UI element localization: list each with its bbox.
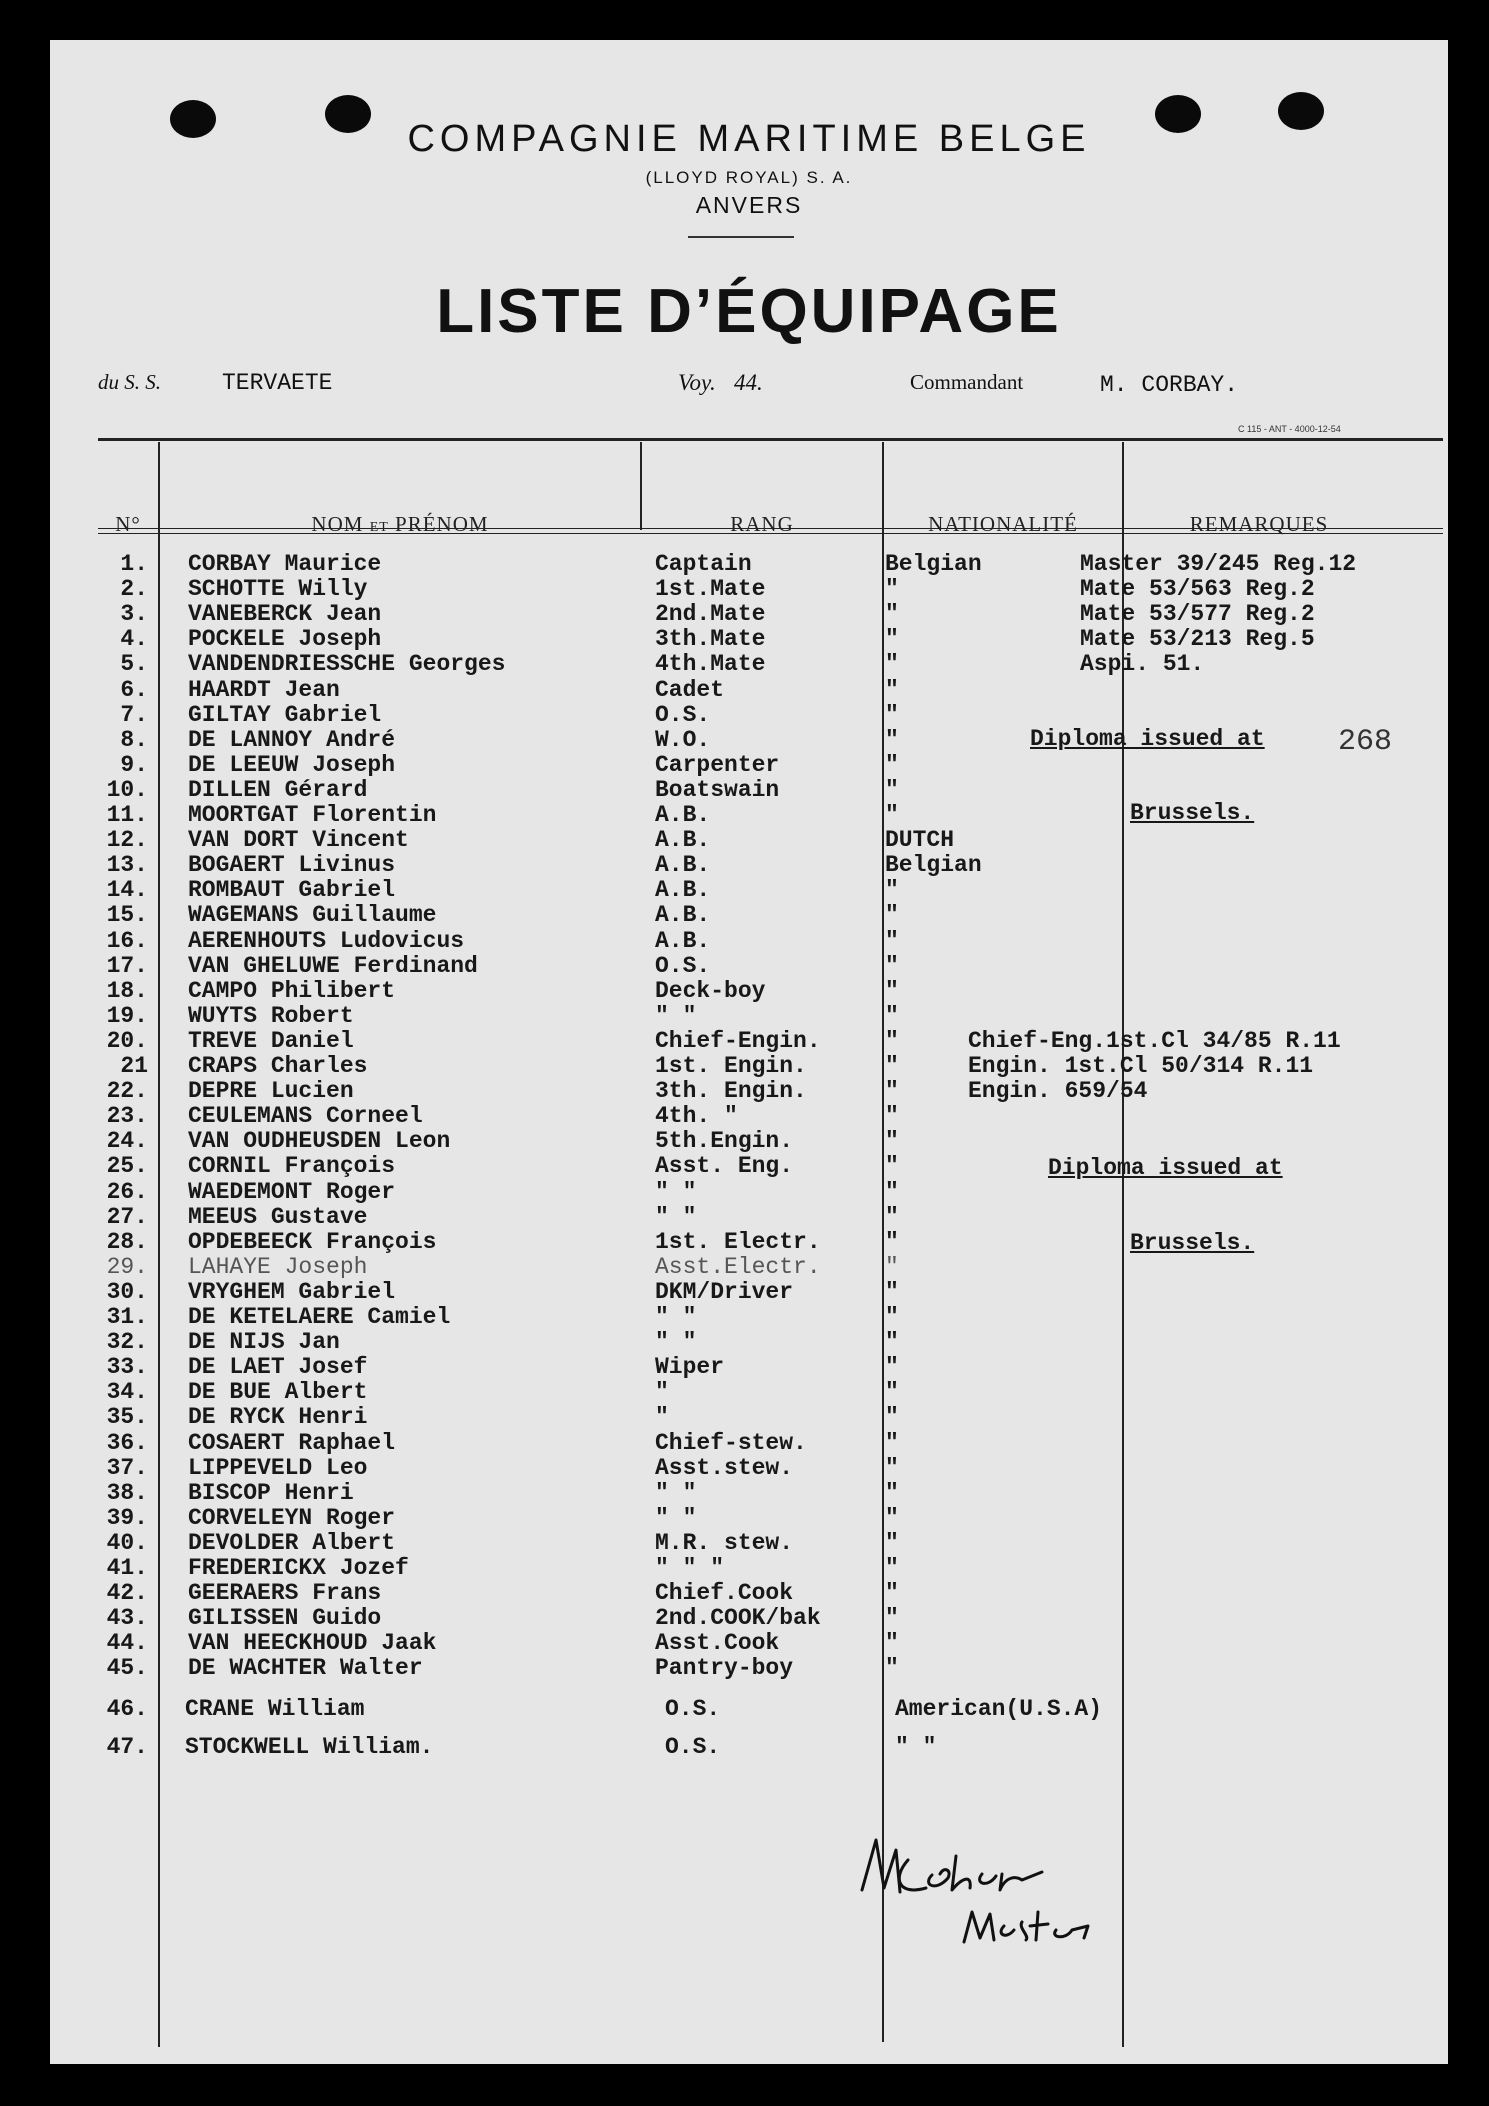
crew-rank: A.B. bbox=[655, 927, 711, 954]
crew-number: 46. bbox=[106, 1696, 148, 1722]
crew-rank: A.B. bbox=[655, 852, 711, 879]
crew-number: 32. bbox=[106, 1329, 148, 1356]
crew-row bbox=[50, 1631, 1448, 1656]
crew-rank: A.B. bbox=[655, 827, 711, 854]
crew-rank: " " bbox=[655, 1329, 697, 1356]
crew-rank: Deck-boy bbox=[655, 977, 766, 1004]
crew-nationality: " bbox=[885, 1479, 899, 1506]
crew-rank: Wiper bbox=[655, 1354, 725, 1381]
crew-row bbox=[50, 1079, 1448, 1104]
crew-rank: 1st. Engin. bbox=[655, 1053, 807, 1079]
crew-rank: O.S. bbox=[665, 1696, 721, 1722]
crew-row bbox=[50, 753, 1448, 778]
crew-row bbox=[50, 1556, 1448, 1581]
crew-rank: 5th.Engin. bbox=[655, 1128, 794, 1155]
crew-nationality: " bbox=[885, 676, 899, 703]
crew-nationality: " bbox=[885, 1580, 899, 1607]
crew-nationality: " bbox=[885, 1203, 899, 1230]
crew-name: CAMPO Philibert bbox=[188, 977, 396, 1004]
header-divider bbox=[688, 236, 794, 238]
crew-name: GEERAERS Frans bbox=[188, 1580, 382, 1607]
crew-row bbox=[50, 1531, 1448, 1556]
crew-number: 40. bbox=[106, 1529, 148, 1556]
crew-number: 3. bbox=[120, 601, 148, 628]
brussels-note: Brussels. bbox=[1130, 1230, 1255, 1256]
crew-row bbox=[50, 678, 1448, 703]
crew-name: AERENHOUTS Ludovicus bbox=[188, 927, 465, 954]
crew-nationality: American(U.S.A) bbox=[895, 1696, 1103, 1722]
crew-nationality: " bbox=[885, 1304, 899, 1330]
crew-number: 2. bbox=[120, 576, 148, 603]
crew-rank: Boatswain bbox=[655, 776, 780, 803]
crew-nationality: " bbox=[885, 1429, 899, 1456]
crew-nationality: " bbox=[885, 601, 899, 628]
crew-name: CRAPS Charles bbox=[188, 1053, 368, 1079]
crew-nationality: " bbox=[885, 1053, 899, 1079]
crew-row bbox=[50, 1481, 1448, 1506]
crew-rank: Carpenter bbox=[655, 751, 780, 778]
crew-number: 17. bbox=[106, 952, 148, 979]
crew-name: COSAERT Raphael bbox=[188, 1429, 396, 1456]
crew-row bbox=[50, 1004, 1448, 1029]
crew-number: 11. bbox=[106, 802, 148, 828]
crew-row bbox=[50, 1054, 1448, 1079]
crew-rank: 3th.Mate bbox=[655, 626, 766, 653]
crew-name: LAHAYE Joseph bbox=[188, 1253, 368, 1280]
crew-name: VAN DORT Vincent bbox=[188, 827, 409, 854]
crew-name: CRANE William bbox=[185, 1696, 365, 1722]
crew-nationality: " bbox=[885, 1153, 899, 1180]
crew-name: DE BUE Albert bbox=[188, 1379, 368, 1406]
crew-number: 35. bbox=[106, 1404, 148, 1431]
document-sheet bbox=[50, 40, 1448, 2064]
voyage-number: 44. bbox=[734, 370, 763, 395]
company-subtitle: (LLOYD ROYAL) S. A. bbox=[645, 168, 853, 187]
crew-nationality: " bbox=[885, 1078, 899, 1105]
crew-number: 15. bbox=[106, 902, 148, 929]
crew-rank: A.B. bbox=[655, 902, 711, 929]
crew-rank: DKM/Driver bbox=[655, 1278, 794, 1305]
crew-number: 37. bbox=[106, 1454, 148, 1481]
crew-remarks: Chief-Eng.1st.Cl 34/85 R.11 bbox=[968, 1027, 1341, 1054]
table-top-rule bbox=[98, 438, 1443, 441]
crew-number: 45. bbox=[106, 1655, 148, 1682]
company-city: ANVERS bbox=[695, 192, 803, 218]
crew-rank: O.S. bbox=[655, 701, 711, 728]
crew-nationality: " bbox=[885, 751, 899, 778]
crew-row bbox=[50, 903, 1448, 928]
crew-nationality: " bbox=[885, 1329, 899, 1356]
crew-row bbox=[50, 1506, 1448, 1531]
crew-remarks: Mate 53/213 Reg.5 bbox=[1080, 626, 1315, 653]
crew-row bbox=[50, 1456, 1448, 1481]
crew-nationality: " bbox=[885, 776, 899, 803]
crew-row bbox=[50, 1606, 1448, 1631]
diploma-note: Diploma issued at bbox=[1030, 726, 1265, 752]
crew-number: 38. bbox=[106, 1479, 148, 1506]
crew-row bbox=[50, 1431, 1448, 1456]
crew-name: BISCOP Henri bbox=[188, 1479, 354, 1506]
crew-row bbox=[50, 979, 1448, 1004]
crew-rank: 1st.Mate bbox=[655, 576, 766, 603]
crew-nationality: " bbox=[885, 1178, 899, 1205]
crew-number: 44. bbox=[106, 1630, 148, 1657]
crew-name: FREDERICKX Jozef bbox=[188, 1555, 409, 1581]
crew-remarks: Engin. 659/54 bbox=[968, 1078, 1148, 1105]
crew-rank: " " bbox=[655, 1504, 697, 1531]
crew-nationality: " bbox=[885, 1128, 899, 1155]
crew-row bbox=[50, 1656, 1448, 1681]
column-header-remarks: REMARQUES bbox=[1189, 512, 1329, 536]
crew-nationality: " bbox=[885, 1605, 899, 1632]
crew-rank: 4th. " bbox=[655, 1103, 738, 1130]
crew-number: 8. bbox=[120, 726, 148, 753]
crew-name: STOCKWELL William. bbox=[185, 1734, 434, 1760]
crew-number: 22. bbox=[106, 1078, 148, 1105]
crew-number: 25. bbox=[106, 1153, 148, 1180]
crew-name: DILLEN Gérard bbox=[188, 776, 368, 803]
crew-name: DE WACHTER Walter bbox=[188, 1655, 423, 1682]
crew-name: CORNIL François bbox=[188, 1153, 396, 1180]
crew-name: DE LANNOY André bbox=[188, 726, 396, 753]
crew-nationality: " bbox=[885, 1027, 899, 1054]
crew-rank: Chief-stew. bbox=[655, 1429, 807, 1456]
ship-name: TERVAETE bbox=[222, 370, 333, 396]
crew-number: 30. bbox=[106, 1278, 148, 1305]
crew-name: OPDEBEECK François bbox=[188, 1228, 437, 1255]
crew-rank: Asst.stew. bbox=[655, 1454, 794, 1481]
crew-rank: " " bbox=[655, 1178, 697, 1205]
crew-nationality: " bbox=[885, 927, 899, 954]
crew-nationality: Belgian bbox=[885, 551, 982, 577]
crew-rank: 1st. Electr. bbox=[655, 1228, 821, 1255]
crew-name: HAARDT Jean bbox=[188, 676, 340, 703]
voyage-label: Voy. bbox=[678, 370, 716, 395]
crew-row bbox=[50, 954, 1448, 979]
crew-number: 33. bbox=[106, 1354, 148, 1381]
crew-nationality: " bbox=[885, 1379, 899, 1406]
crew-name: CEULEMANS Corneel bbox=[188, 1103, 423, 1130]
crew-number: 12. bbox=[106, 827, 148, 854]
column-header-name bbox=[160, 512, 640, 537]
crew-number: 31. bbox=[106, 1304, 148, 1330]
crew-row bbox=[50, 1104, 1448, 1129]
crew-row bbox=[50, 627, 1448, 652]
ship-prefix: du S. S. bbox=[98, 370, 161, 394]
crew-row bbox=[50, 552, 1448, 577]
crew-nationality: " bbox=[885, 726, 899, 753]
crew-number: 1. bbox=[120, 551, 148, 577]
crew-nationality: " bbox=[885, 1103, 899, 1130]
crew-rank: W.O. bbox=[655, 726, 711, 753]
crew-row bbox=[50, 652, 1448, 677]
column-header-rank: RANG bbox=[730, 512, 794, 536]
crew-number: 5. bbox=[120, 651, 148, 678]
crew-name: DE NIJS Jan bbox=[188, 1329, 340, 1356]
crew-rank: Cadet bbox=[655, 676, 725, 703]
crew-rank: 2nd.COOK/bak bbox=[655, 1605, 821, 1632]
crew-number: 34. bbox=[106, 1379, 148, 1406]
crew-rank: " bbox=[655, 1379, 669, 1406]
crew-number: 9. bbox=[120, 751, 148, 778]
crew-nationality: " bbox=[885, 1655, 899, 1682]
crew-nationality: " bbox=[885, 877, 899, 904]
crew-number: 43. bbox=[106, 1605, 148, 1632]
crew-number: 39. bbox=[106, 1504, 148, 1531]
crew-name: WAEDEMONT Roger bbox=[188, 1178, 396, 1205]
crew-row bbox=[50, 1205, 1448, 1230]
crew-nationality: " bbox=[885, 952, 899, 979]
crew-rank: Pantry-boy bbox=[655, 1655, 794, 1682]
crew-nationality: " bbox=[885, 1555, 899, 1581]
crew-row bbox=[50, 1129, 1448, 1154]
crew-name: VRYGHEM Gabriel bbox=[188, 1278, 396, 1305]
crew-name: VAN HEECKHOUD Jaak bbox=[188, 1630, 437, 1657]
crew-number: 42. bbox=[106, 1580, 148, 1607]
crew-row bbox=[50, 577, 1448, 602]
crew-name: MEEUS Gustave bbox=[188, 1203, 368, 1230]
crew-row bbox=[50, 1697, 1448, 1722]
crew-nationality: " bbox=[885, 1504, 899, 1531]
crew-remarks: Engin. 1st.Cl 50/314 R.11 bbox=[968, 1053, 1314, 1079]
crew-name: CORVELEYN Roger bbox=[188, 1504, 396, 1531]
crew-name: VAN OUDHEUSDEN Leon bbox=[188, 1128, 451, 1155]
crew-rank: " " bbox=[655, 1002, 697, 1029]
crew-name: TREVE Daniel bbox=[188, 1027, 354, 1054]
crew-name: WUYTS Robert bbox=[188, 1002, 354, 1029]
crew-rank: " " " bbox=[655, 1555, 725, 1581]
crew-row bbox=[50, 1405, 1448, 1430]
crew-number: 29. bbox=[106, 1253, 148, 1280]
crew-rank: M.R. stew. bbox=[655, 1529, 794, 1556]
diploma-note: Diploma issued at bbox=[1048, 1155, 1283, 1181]
crew-rank: O.S. bbox=[655, 952, 711, 979]
company-name: COMPAGNIE MARITIME BELGE bbox=[407, 118, 1091, 160]
crew-nationality: DUTCH bbox=[885, 827, 955, 854]
crew-name: DE KETELAERE Camiel bbox=[188, 1304, 451, 1330]
crew-row bbox=[50, 1255, 1448, 1280]
crew-nationality: " bbox=[885, 902, 899, 929]
crew-row bbox=[50, 878, 1448, 903]
crew-number: 16. bbox=[106, 927, 148, 954]
crew-rank: " " bbox=[655, 1304, 697, 1330]
crew-number: 10. bbox=[106, 776, 148, 803]
crew-row bbox=[50, 602, 1448, 627]
crew-rank: Asst.Cook bbox=[655, 1630, 780, 1657]
crew-nationality: " " bbox=[895, 1734, 937, 1760]
print-code: C 115 - ANT - 4000-12-54 bbox=[1238, 424, 1341, 434]
crew-rank: " " bbox=[655, 1479, 697, 1506]
crew-row bbox=[50, 1305, 1448, 1330]
crew-number: 28. bbox=[106, 1228, 148, 1255]
master-signature bbox=[852, 1830, 1172, 1950]
crew-rank: Captain bbox=[655, 551, 752, 577]
crew-name: ROMBAUT Gabriel bbox=[188, 877, 396, 904]
crew-nationality: " bbox=[885, 1354, 899, 1381]
crew-nationality: " bbox=[885, 1002, 899, 1029]
crew-nationality: " bbox=[885, 1278, 899, 1305]
crew-row bbox=[50, 1355, 1448, 1380]
crew-number: 26. bbox=[106, 1178, 148, 1205]
crew-remarks: Mate 53/563 Reg.2 bbox=[1080, 576, 1315, 603]
column-header-no: N° bbox=[115, 512, 141, 536]
crew-number: 27. bbox=[106, 1203, 148, 1230]
crew-row bbox=[50, 828, 1448, 853]
crew-name: DEVOLDER Albert bbox=[188, 1529, 396, 1556]
crew-rank: Chief.Cook bbox=[655, 1580, 794, 1607]
commander-label: Commandant bbox=[910, 370, 1024, 394]
crew-rank: " " bbox=[655, 1203, 697, 1230]
crew-name: VANEBERCK Jean bbox=[188, 601, 382, 628]
crew-row bbox=[50, 1180, 1448, 1205]
crew-name: GILTAY Gabriel bbox=[188, 701, 382, 728]
crew-row bbox=[50, 1280, 1448, 1305]
crew-row bbox=[50, 1581, 1448, 1606]
crew-nationality: " bbox=[885, 701, 899, 728]
crew-row bbox=[50, 1330, 1448, 1355]
crew-rank: 3th. Engin. bbox=[655, 1078, 807, 1105]
crew-name: VANDENDRIESSCHE Georges bbox=[188, 651, 506, 678]
crew-nationality: " bbox=[885, 802, 899, 828]
crew-nationality: Belgian bbox=[885, 852, 982, 879]
crew-number: 23. bbox=[106, 1103, 148, 1130]
crew-remarks: Mate 53/577 Reg.2 bbox=[1080, 601, 1315, 628]
crew-name: CORBAY Maurice bbox=[188, 551, 382, 577]
crew-name: DE LEEUW Joseph bbox=[188, 751, 396, 778]
crew-row bbox=[50, 1735, 1448, 1760]
crew-rank: O.S. bbox=[665, 1734, 721, 1760]
column-header-name-prenom: PRÉNOM bbox=[395, 512, 489, 536]
crew-number: 7. bbox=[120, 701, 148, 728]
crew-row bbox=[50, 1380, 1448, 1405]
crew-nationality: " bbox=[885, 977, 899, 1004]
crew-name: DEPRE Lucien bbox=[188, 1078, 354, 1105]
crew-name: DE RYCK Henri bbox=[188, 1404, 368, 1431]
crew-name: BOGAERT Livinus bbox=[188, 852, 396, 879]
crew-name: WAGEMANS Guillaume bbox=[188, 902, 437, 929]
crew-row bbox=[50, 703, 1448, 728]
crew-rank: 2nd.Mate bbox=[655, 601, 766, 628]
crew-rank: Asst.Electr. bbox=[655, 1253, 821, 1280]
crew-name: VAN GHELUWE Ferdinand bbox=[188, 952, 478, 979]
column-header-name-et: ET bbox=[369, 520, 389, 535]
crew-name: MOORTGAT Florentin bbox=[188, 802, 437, 828]
crew-nationality: " bbox=[885, 1253, 899, 1280]
crew-nationality: " bbox=[885, 1630, 899, 1657]
commander-name: M. CORBAY. bbox=[1100, 372, 1239, 398]
crew-name: DE LAET Josef bbox=[188, 1354, 368, 1381]
crew-name: POCKELE Joseph bbox=[188, 626, 382, 653]
crew-number: 19. bbox=[106, 1002, 148, 1029]
crew-nationality: " bbox=[885, 651, 899, 678]
crew-number: 21 bbox=[120, 1053, 148, 1079]
crew-rank: Chief-Engin. bbox=[655, 1027, 821, 1054]
column-header-name-nom: NOM bbox=[311, 512, 364, 536]
crew-name: GILISSEN Guido bbox=[188, 1605, 382, 1632]
crew-number: 20. bbox=[106, 1027, 148, 1054]
crew-number: 14. bbox=[106, 877, 148, 904]
crew-nationality: " bbox=[885, 1529, 899, 1556]
crew-row bbox=[50, 1029, 1448, 1054]
crew-number: 4. bbox=[120, 626, 148, 653]
crew-rank: A.B. bbox=[655, 802, 711, 828]
crew-number: 6. bbox=[120, 676, 148, 703]
column-header-nationality: NATIONALITÉ bbox=[928, 512, 1078, 536]
crew-nationality: " bbox=[885, 1454, 899, 1481]
crew-row bbox=[50, 929, 1448, 954]
crew-rank: " bbox=[655, 1404, 669, 1431]
crew-nationality: " bbox=[885, 1404, 899, 1431]
crew-nationality: " bbox=[885, 1228, 899, 1255]
document-title: LISTE D’ÉQUIPAGE bbox=[436, 277, 1062, 346]
crew-number: 36. bbox=[106, 1429, 148, 1456]
crew-number: 18. bbox=[106, 977, 148, 1004]
crew-rank: 4th.Mate bbox=[655, 651, 766, 678]
crew-remarks: Aspi. 51. bbox=[1080, 651, 1205, 678]
crew-row bbox=[50, 853, 1448, 878]
crew-rank: Asst. Eng. bbox=[655, 1153, 794, 1180]
crew-remarks: Master 39/245 Reg.12 bbox=[1080, 551, 1357, 577]
crew-name: LIPPEVELD Leo bbox=[188, 1454, 368, 1481]
stamp-number: 268 bbox=[1338, 725, 1393, 759]
crew-nationality: " bbox=[885, 576, 899, 603]
crew-number: 47. bbox=[106, 1734, 148, 1760]
crew-rank: A.B. bbox=[655, 877, 711, 904]
crew-number: 41. bbox=[106, 1555, 148, 1581]
brussels-note: Brussels. bbox=[1130, 800, 1255, 826]
crew-number: 24. bbox=[106, 1128, 148, 1155]
crew-number: 13. bbox=[106, 852, 148, 879]
crew-name: SCHOTTE Willy bbox=[188, 576, 368, 603]
crew-nationality: " bbox=[885, 626, 899, 653]
